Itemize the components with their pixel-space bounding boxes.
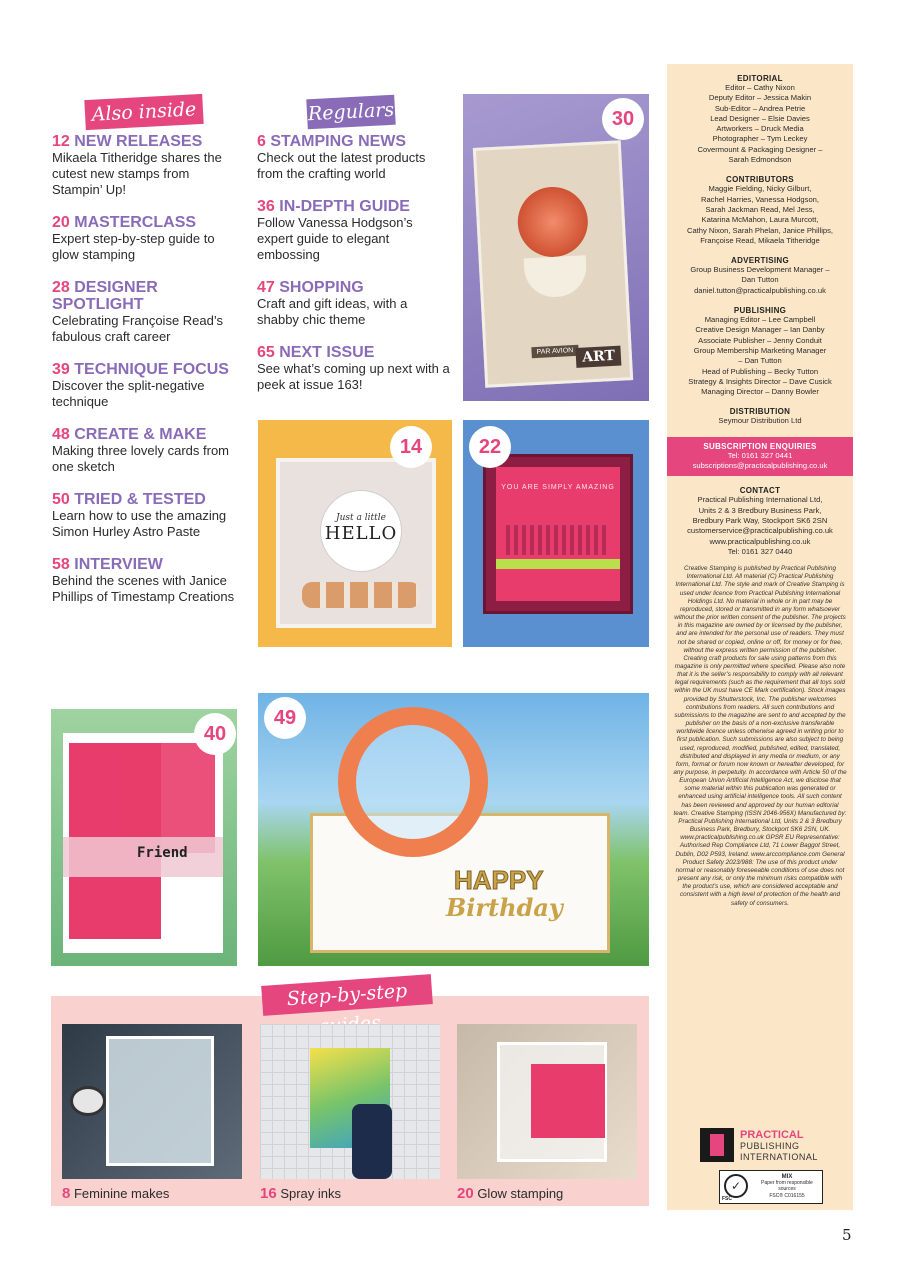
credit-line: Head of Publishing – Becky Tutton [701,366,819,376]
entry-heading: 12 NEW RELEASES [52,133,203,150]
contents-entry[interactable] [52,556,242,605]
hello-circle [320,490,402,572]
fsc-text [754,1174,820,1199]
card-sentiment: Friend [137,845,188,861]
contents-entry[interactable] [52,361,242,410]
entry-heading: 58 INTERVIEW [52,556,163,573]
spray-bottle [352,1104,392,1179]
credit-line: – Dan Tutton [738,356,782,366]
card-sentiment-large: HELLO [324,523,398,544]
legal-text: Creative Stamping is published by Practical Publishing International Ltd. All material (C) Practical Publishing International Ltd. The style and mark of Creative Stamping is used under licence from Practical Publishing International Holdings Ltd. No material in whole or in part may be reproduced, stored or transmitted in any form whatsoever without the prior written consent of the publisher. The projects in this magazine are owned by or licensed by the publisher, and are intended for the personal use of readers. They must not be shared or copied, online or off, for money or for free, without the express written permission of the publisher. Creating craft products for sale using patterns from this magazine is only permitted where specified. Please also note that it is the seller’s responsibility to comply with all relevant legal requirements (such as the requirement that all toys sold within the UK must have CE Mark certification). Stock images provided by Shutterstock, Inc. The publisher welcomes contributions from readers. All such contributions and submissions to the magazine are sent to and accepted by the publisher on the basis of a non-exclusive transferable worldwide licence unless otherwise agreed in writing prior to first publication. Such submissions are also subject to being used, reproduced, modified, published, edited, translated, distributed and displayed in any media or medium, or any form, format or forum now known or hereafter developed, for any purpose, in perpetuity. In accordance with Article 50 of the European Union Artificial Intelligence Act, we disclose that some material within this publication was generated or enhanced using artificial intelligence tools. All such content has been reviewed and approved by our human editorial team. Creative Stamping (ISSN 2046-956X) Manufactured by: Practical Publishing International Ltd, Units 2 & 3 Bredbury Business Park, Bredbury, Stockport SK6 2SN, UK. www.practicalpublishing.co.uk GPSR EU Representative: Authorised Rep Compliance Ltd, 71 Lower Baggot Street, Dublin, D02 P593, Ireland. www.arccompliance.com General Product Safety 2023/988: The use of this product under normal or reasonably foreseeable conditions of use does not present any risk, or only the minimum risks compatible with the product’s use, which are considered acceptable and consistent with a high level of protection of the health and safety of consumers. [673,565,847,907]
regulars-banner: Regulars [306,95,395,130]
logo-text: PUBLISHING [740,1141,800,1151]
credit-line: Artworkers – Druck Media [716,124,804,134]
entry-heading: 47 SHOPPING [257,279,364,296]
editorial-section [667,74,853,165]
contents-entry[interactable] [257,344,452,393]
fsc-label: FSC [722,1196,732,1202]
fsc-paper: Paper from responsible sources [761,1180,813,1193]
cats-illustration [302,582,420,608]
publishing-section [667,306,853,397]
credit-line: Bredbury Park Way, Stockport SK6 2SN [692,515,828,525]
entry-description: Check out the latest products from the crafting world [257,150,426,181]
contents-entry[interactable] [257,279,452,328]
credit-line: Seymour Distribution Ltd [718,416,802,426]
card-birthday: Birthday [446,893,563,922]
subscription-email-link[interactable]: subscriptions@practicalpublishing.co.uk [692,461,828,471]
fsc-mix: MIX [781,1174,793,1180]
card-illustration [276,458,436,628]
card-panel [496,467,620,601]
step-photo-feminine-makes[interactable] [62,1024,242,1179]
publisher-logo-accent [710,1134,724,1156]
contact-email-link[interactable]: customerservice@practicalpublishing.co.uk [687,526,833,536]
also-inside-list [52,133,242,621]
section-heading: CONTACT [739,486,781,496]
card-illustration [473,140,633,387]
step-photo-glow-stamping[interactable] [457,1024,637,1179]
step-by-step-banner: Step-by-step [261,974,433,1016]
teacup-illustration [524,255,588,298]
step-caption: 16 Spray inks [260,1185,342,1202]
credit-line: Rachel Harries, Vanessa Hodgson, [700,194,820,204]
fsc-logo [719,1170,823,1204]
section-heading: DISTRIBUTION [729,407,791,417]
section-heading: EDITORIAL [737,74,783,83]
contact-section [667,486,853,557]
advertising-email-link[interactable]: daniel.tutton@practicalpublishing.co.uk [694,285,826,295]
credit-line: Units 2 & 3 Bredbury Business Park, [698,505,822,515]
section-heading: ADVERTISING [731,256,789,266]
entry-description: Behind the scenes with Janice Phillips of Timestamp Creations [52,573,235,604]
entry-description: Expert step-by-step guide to glow stamping [52,231,215,262]
green-stripe [496,559,620,569]
step-photo-spray-inks[interactable] [260,1024,440,1179]
credit-line: Dan Tutton [741,275,779,285]
page-badge: 22 [469,426,511,468]
website-link[interactable]: www.practicalpublishing.co.uk [709,536,811,546]
ink-pad [70,1086,106,1116]
pink-panel [531,1064,605,1138]
entry-description: Discover the split-negative technique [52,378,205,409]
entry-heading: 65 NEXT ISSUE [257,344,375,361]
credit-line: Managing Director – Danny Bowler [701,387,819,397]
logo-text: PRACTICAL [740,1129,804,1141]
distribution-section [667,407,853,426]
feature-photo-30[interactable] [463,94,649,401]
credit-line: Sarah Edmondson [728,155,792,165]
section-heading: PUBLISHING [733,306,787,316]
contents-entry[interactable] [52,133,242,198]
card-illustration [483,454,633,614]
also-inside-banner: Also inside [84,94,203,130]
page-badge: 14 [390,426,432,468]
contact-phone[interactable]: Tel: 0161 327 0440 [727,546,793,556]
page-badge: 49 [264,697,306,739]
credit-line: Lead Designer – Elsie Davies [710,113,810,123]
credit-line: Deputy Editor – Jessica Makin [708,93,812,103]
acrylic-block [106,1036,214,1166]
logo-text: INTERNATIONAL [740,1152,818,1162]
feature-photo-22[interactable] [463,420,649,647]
credit-line: Editor – Cathy Nixon [725,83,795,92]
credit-line: Sarah Jackman Read, Mel Jess, [705,204,815,214]
subscription-phone[interactable]: Tel: 0161 327 0441 [727,450,793,460]
flowers-illustration [506,525,610,555]
entry-description: Learn how to use the amazing Simon Hurley Astro Paste [52,508,227,539]
credit-line: Group Business Development Manager – [690,265,830,275]
entry-description: Making three lovely cards from one sketch [52,443,230,474]
feature-photo-49[interactable] [258,693,649,966]
entry-heading: 20 MASTERCLASS [52,214,197,231]
credit-line: Cathy Nixon, Sarah Phelan, Janice Phillips, [686,225,834,235]
credits-column [667,64,853,1210]
entry-heading: 50 TRIED & TESTED [52,491,206,508]
contents-entry[interactable] [257,198,452,263]
regulars-list [257,133,452,409]
art-label: ART [576,346,622,368]
fsc-tree-icon: ✓ [724,1174,748,1198]
contents-entry[interactable] [52,214,242,263]
credit-line: Sub-Editor – Andrea Petrie [714,103,806,113]
credit-line: Covermount & Packaging Designer – [697,144,823,154]
contents-entry[interactable] [52,491,242,540]
card-happy: HAPPY [454,865,544,895]
credit-line: Katarina McMahon, Laura Murcott, [701,215,819,225]
entry-heading: 28 DESIGNER SPOTLIGHT [52,279,158,313]
contents-entry[interactable] [52,426,242,475]
credit-line: Strategy & Insights Director – Dave Cusick [688,376,832,386]
fsc-code: FSC® C016155 [769,1192,805,1199]
entry-heading: 6 STAMPING NEWS [257,133,407,150]
publisher-logo [700,1128,830,1164]
entry-description: Celebrating Françoise Read’s fabulous craft career [52,313,224,344]
section-heading: CONTRIBUTORS [726,175,794,185]
entry-heading: 36 IN-DEPTH GUIDE [257,198,410,215]
credit-line: Creative Design Manager – Ian Danby [695,325,825,335]
feature-photo-40[interactable] [51,709,237,966]
page-badge: 30 [602,98,644,140]
entry-description: See what’s coming up next with a peek at issue 163! [257,361,450,392]
flower-wreath [338,707,488,857]
credit-line: Associate Publisher – Jenny Conduit [698,335,822,345]
entry-description: Mikaela Titheridge shares the cutest new stamps from Stampin’ Up! [52,150,222,197]
entry-description: Follow Vanessa Hodgson’s expert guide to elegant embossing [257,215,413,262]
feature-photo-14[interactable] [258,420,452,647]
contents-entry[interactable] [52,279,242,345]
entry-heading: 39 TECHNIQUE FOCUS [52,361,229,378]
card-sentiment-small: Just a little [336,513,386,523]
credit-line: Managing Editor – Lee Campbell [704,315,816,325]
credit-line: Françoise Read, Mikaela Titheridge [700,235,820,245]
contributors-section [667,175,853,246]
section-heading: SUBSCRIPTION ENQUIRIES [703,441,817,451]
card-illustration [63,733,223,953]
entry-heading: 48 CREATE & MAKE [52,426,207,443]
par-avion-label: PAR AVION [531,345,578,358]
credit-line: Practical Publishing International Ltd, [697,495,823,505]
credit-line: Group Membership Marketing Manager [693,345,827,355]
credit-line: Photographer – Tym Leckey [712,134,808,144]
page-number: 5 [842,1226,852,1244]
flower-illustration [516,185,590,259]
subscription-box [667,437,853,477]
advertising-section [667,256,853,296]
step-caption: 20 Glow stamping [457,1185,564,1202]
page-badge: 40 [194,713,236,755]
entry-description: Craft and gift ideas, with a shabby chic theme [257,296,408,327]
step-caption: 8 Feminine makes [62,1185,170,1202]
card-sentiment: YOU ARE SIMPLY AMAZING [501,484,615,491]
contents-entry[interactable] [257,133,452,182]
credit-line: Maggie Fielding, Nicky Gilburt, [708,184,812,194]
